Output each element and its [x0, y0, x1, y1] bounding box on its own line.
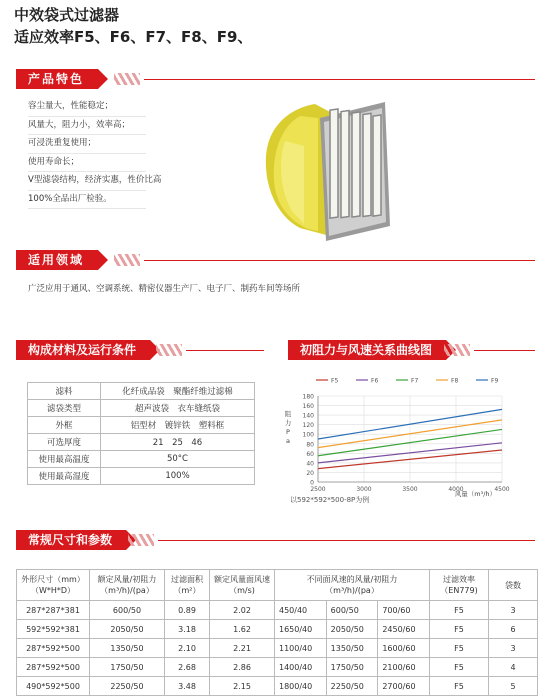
- table-cell: 1800/40: [275, 677, 327, 696]
- table-cell: 1350/50: [326, 639, 378, 658]
- x-tick-label: 2500: [310, 486, 326, 493]
- table-cell: 2250/50: [326, 677, 378, 696]
- table-cell: 50°C: [101, 451, 255, 468]
- table-row: [28, 417, 255, 434]
- table-row: [17, 620, 538, 639]
- column-header-text: 袋数: [505, 580, 521, 590]
- y-axis-label: 力: [284, 419, 292, 427]
- column-header-text: 外形尺寸（mm）: [21, 575, 85, 584]
- table-cell: 592*592*381: [17, 620, 90, 639]
- column-header-text: 过滤效率: [443, 575, 475, 584]
- x-tick-label: 3500: [402, 486, 418, 493]
- table-cell: 3.48: [165, 677, 210, 696]
- column-header-text: 额定风量面风速: [214, 575, 270, 584]
- column-header-text: （m²）: [173, 586, 201, 595]
- section-header-specs: [16, 530, 535, 550]
- column-header: [430, 570, 489, 601]
- table-cell: 490*592*500: [17, 677, 90, 696]
- table-cell: 2050/50: [326, 620, 378, 639]
- section-title: 构成材料及运行条件: [16, 340, 150, 360]
- table-cell: 450/40: [275, 601, 327, 620]
- column-header: [165, 570, 210, 601]
- table-cell: 滤袋类型: [28, 400, 101, 417]
- column-header: [17, 570, 90, 601]
- table-cell: 2700/60: [378, 677, 430, 696]
- table-cell: 287*592*500: [17, 639, 90, 658]
- feature-list: [28, 98, 162, 209]
- section-header-application: [16, 250, 535, 270]
- table-cell: F5: [430, 620, 489, 639]
- y-tick-label: 20: [306, 469, 314, 477]
- table-row: [17, 677, 538, 696]
- feature-item: 使用寿命长；: [28, 154, 146, 173]
- filter-pockets: [330, 109, 381, 218]
- table-cell: 287*287*381: [17, 601, 90, 620]
- feature-item: 100%全品出厂检验。: [28, 191, 146, 210]
- table-cell: 1600/60: [378, 639, 430, 658]
- legend-label: F5: [331, 377, 339, 385]
- table-cell: 1400/40: [275, 658, 327, 677]
- x-tick-label: 4000: [448, 486, 464, 493]
- table-row: [28, 434, 255, 451]
- table-cell: 600/50: [90, 601, 165, 620]
- table-cell: 5: [489, 677, 538, 696]
- table-cell: 2.86: [210, 658, 275, 677]
- application-text: 广泛应用于通风、空调系统、精密仪器生产厂、电子厂、制药车间等场所: [28, 284, 301, 294]
- y-axis-label: P: [286, 428, 290, 436]
- page-subtitle: 适应效率F5、F6、F7、F8、F9、: [14, 28, 253, 46]
- column-header-text: （m/s): [229, 586, 255, 595]
- y-tick-label: 40: [306, 460, 314, 468]
- table-cell: 2.10: [165, 639, 210, 658]
- section-rule: [186, 350, 264, 351]
- table-row: [28, 468, 255, 485]
- table-cell: 1750/50: [326, 658, 378, 677]
- table-cell: 超声波袋 衣车缝纸袋: [101, 400, 255, 417]
- section-title: 常规尺寸和参数: [16, 530, 126, 550]
- table-cell: 使用最高温度: [28, 451, 101, 468]
- x-tick-label: 4500: [494, 486, 510, 493]
- table-cell: 1.62: [210, 620, 275, 639]
- column-header: [90, 570, 165, 601]
- table-cell: 外框: [28, 417, 101, 434]
- page-title: 中效袋式过滤器: [14, 6, 120, 24]
- legend-label: F8: [451, 377, 459, 385]
- table-header-row: [17, 570, 538, 601]
- legend-label: F9: [491, 377, 499, 385]
- section-title: 初阻力与风速关系曲线图: [288, 340, 446, 360]
- legend-label: F7: [411, 377, 419, 385]
- y-tick-label: 80: [306, 441, 314, 449]
- bag-filter-product-image: [260, 96, 400, 246]
- column-header-text: （EN779): [440, 586, 478, 595]
- table-row: [17, 658, 538, 677]
- y-axis-label: a: [286, 437, 290, 445]
- section-header-chart: [288, 340, 535, 360]
- y-tick-label: 120: [302, 422, 314, 430]
- legend-label: F6: [371, 377, 379, 385]
- table-row: [28, 383, 255, 400]
- column-header-text: 过滤面积: [171, 575, 203, 584]
- y-tick-label: 60: [306, 450, 314, 458]
- table-cell: 3: [489, 601, 538, 620]
- table-cell: 2450/60: [378, 620, 430, 639]
- table-cell: 700/60: [378, 601, 430, 620]
- stripe-decoration: [114, 254, 140, 266]
- feature-item: 容尘量大，性能稳定；: [28, 98, 146, 117]
- table-cell: 287*592*500: [17, 658, 90, 677]
- table-cell: 1100/40: [275, 639, 327, 658]
- table-cell: 滤料: [28, 383, 101, 400]
- resistance-airflow-chart: [270, 370, 535, 498]
- y-tick-label: 140: [302, 412, 314, 420]
- table-cell: 0.89: [165, 601, 210, 620]
- column-header-text: （W*H*D）: [30, 586, 76, 595]
- table-cell: F5: [430, 639, 489, 658]
- column-header-text: （m³/h)/(pa）: [100, 586, 154, 595]
- table-cell: 1750/50: [90, 658, 165, 677]
- table-cell: 2.02: [210, 601, 275, 620]
- column-header-text: 不同面风速的风量/初阻力: [306, 575, 398, 584]
- x-axis-label: 风量（m³/h）: [454, 490, 496, 498]
- specs-table: [16, 569, 538, 696]
- table-cell: 3: [489, 639, 538, 658]
- y-tick-label: 0: [310, 479, 314, 487]
- materials-table: [27, 382, 255, 485]
- feature-item: 可浸洗重复使用；: [28, 135, 146, 154]
- table-cell: F5: [430, 677, 489, 696]
- table-row: [28, 400, 255, 417]
- table-cell: 2050/50: [90, 620, 165, 639]
- stripe-decoration: [128, 534, 154, 546]
- table-cell: 600/50: [326, 601, 378, 620]
- table-cell: 铝型材 镀锌铁 塑料框: [101, 417, 255, 434]
- column-header-text: 额定风量/初阻力: [97, 575, 157, 584]
- column-header: [489, 570, 538, 601]
- section-rule: [144, 260, 535, 261]
- table-cell: 可选厚度: [28, 434, 101, 451]
- table-cell: 1350/50: [90, 639, 165, 658]
- y-tick-label: 180: [302, 393, 314, 401]
- table-row: [28, 451, 255, 468]
- section-rule: [474, 350, 535, 351]
- x-tick-label: 3000: [356, 486, 372, 493]
- table-cell: 2250/50: [90, 677, 165, 696]
- y-axis-label: 阻: [284, 410, 292, 418]
- section-header-materials: [16, 340, 264, 360]
- table-cell: F5: [430, 601, 489, 620]
- table-cell: 2100/60: [378, 658, 430, 677]
- stripe-decoration: [156, 344, 182, 356]
- table-cell: F5: [430, 658, 489, 677]
- table-cell: 使用最高湿度: [28, 468, 101, 485]
- table-cell: 2.68: [165, 658, 210, 677]
- feature-item: 风量大，阻力小，效率高；: [28, 117, 146, 136]
- table-cell: 2.21: [210, 639, 275, 658]
- table-cell: 100%: [101, 468, 255, 485]
- chart-note: 以592*592*500-8P为例: [290, 496, 370, 504]
- table-row: [17, 601, 538, 620]
- section-rule: [158, 540, 535, 541]
- table-row: [17, 639, 538, 658]
- y-tick-label: 100: [302, 431, 314, 439]
- table-cell: 4: [489, 658, 538, 677]
- table-cell: 6: [489, 620, 538, 639]
- column-header: [275, 570, 430, 601]
- stripe-decoration: [444, 344, 470, 356]
- section-header-features: [16, 69, 535, 89]
- section-title: 产品特色: [16, 69, 98, 89]
- table-cell: 化纤成品袋 聚酯纤维过滤棉: [101, 383, 255, 400]
- column-header-text: （m³/h)/(pa）: [325, 586, 379, 595]
- section-title: 适用领域: [16, 250, 98, 270]
- table-cell: 3.18: [165, 620, 210, 639]
- table-cell: 21 25 46: [101, 434, 255, 451]
- y-tick-label: 160: [302, 403, 314, 411]
- section-rule: [144, 79, 535, 80]
- table-cell: 1650/40: [275, 620, 327, 639]
- column-header: [210, 570, 275, 601]
- stripe-decoration: [114, 73, 140, 85]
- table-cell: 2.15: [210, 677, 275, 696]
- feature-item: V型滤袋结构，经济实惠，性价比高: [28, 172, 146, 191]
